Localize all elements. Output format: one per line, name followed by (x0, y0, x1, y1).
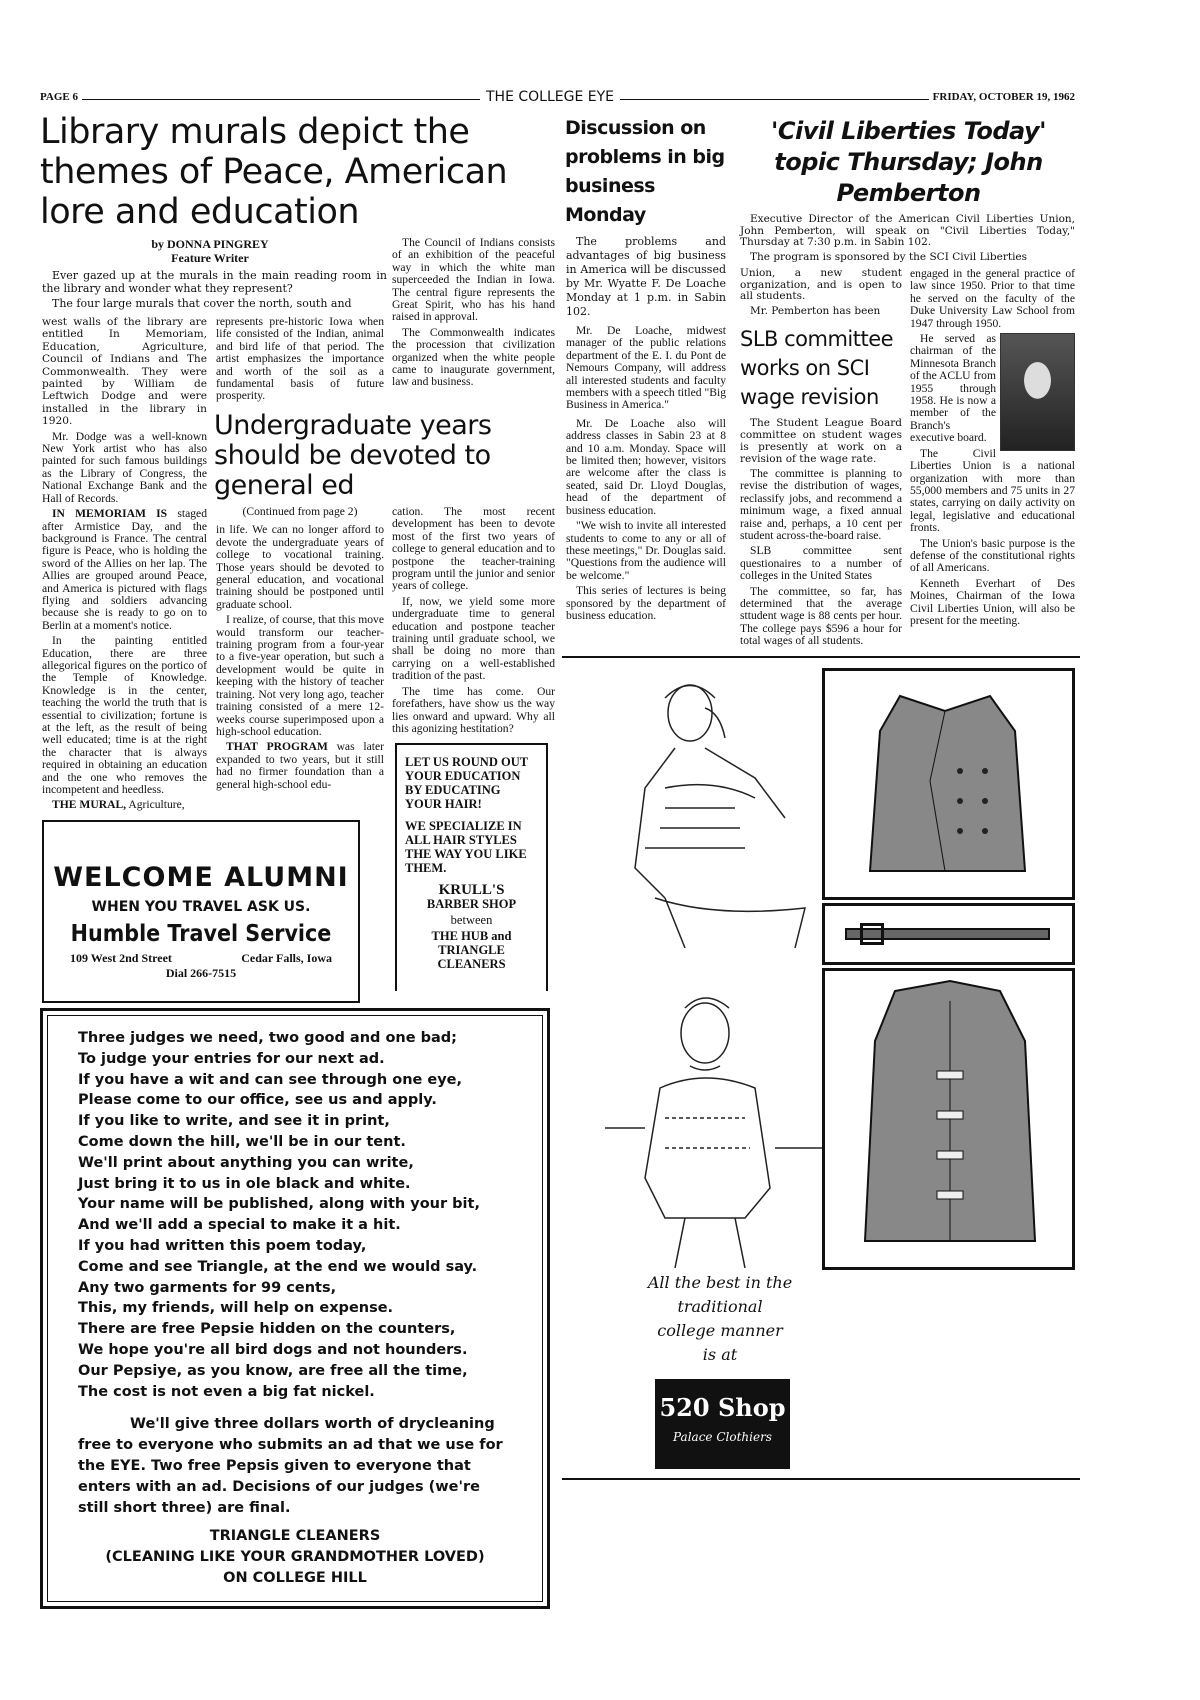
paragraph: The Student League Board committee on student wages is presently at work on a revision of the wage rate. (740, 417, 902, 465)
paragraph: Mr. De Loache also will address classes in Sabin 23 at 8 and 10 a.m. Monday. Space will be limited then; however, visitors are welcome after the class is seated, said Dr. Lloyd Douglas, head of the department of business education. (566, 416, 726, 517)
civil-liberties-headline: 'Civil Liberties Today' topic Thursday; John Pemberton (771, 117, 1046, 207)
poem-line: Your name will be published, along with your bit, (78, 1196, 480, 1213)
poem-line: Three judges we need, two good and one bad; (78, 1030, 457, 1046)
ad-text: WE SPECIALIZE IN ALL HAIR STYLES THE WAY YOU LIKE THEM. (405, 819, 527, 875)
address: 109 West 2nd Street (70, 951, 172, 965)
civil-col-b (910, 268, 1075, 630)
murals-headline: Library murals depict the themes of Peace, American lore and education (40, 112, 508, 232)
paragraph: In the painting entitled Education, there are three allegorical figures on the portico of the Temple of Knowledge. Knowledge is in the center, teaching the world the truth that is essential to civilization; fortune is at the left, as the result of being well educated; time is at the right the character that is always required in obtaining an education and the one who removes the incompetent and heedless. (42, 634, 207, 797)
paragraph: The Union's basic purpose is the defense of the constitutional rights of all Americans. (910, 536, 1075, 575)
shop-location: THE HUB and TRIANGLE CLEANERS (431, 929, 512, 971)
logo-subtext: Palace Clothiers (673, 1430, 772, 1444)
undergrad-col-2 (216, 506, 384, 794)
continued-note: (Continued from page 2) (242, 505, 358, 518)
city: Cedar Falls, Iowa (241, 951, 332, 965)
undergrad-col-3 (392, 506, 555, 738)
slb-headline: SLB committee works on SCI wage revision (740, 327, 894, 409)
murals-col-1 (42, 316, 207, 815)
paragraph (42, 799, 207, 811)
man-in-shirt-illustration (605, 668, 825, 958)
paragraph: Kenneth Everhart of Des Moines, Chairman of the Iowa Civil Liberties Union, will also be present for the meeting. (910, 576, 1075, 627)
paragraph: represents pre-historic Iowa when life consisted of the Indian, animal and bird life of that period. The artist emphasizes the importance and worth of the soil as a fundamental basis of future prosperity. (216, 315, 384, 403)
paragraph: The Civil Liberties Union is a national organization with more than 55,000 members and 75 units in 27 states, carrying on daily activity on legal, legislative and educational fronts. (910, 446, 1075, 535)
poem-line: Please come to our office, see us and apply. (78, 1092, 437, 1109)
paragraph-text: was later expanded to two years, but it still had no firmer foundation than a general high-school edu- (216, 740, 384, 791)
paper-name: THE COLLEGE EYE (480, 89, 620, 105)
lead-in: IN MEMORIAM IS (52, 507, 168, 521)
poem-line: We hope you're all bird dogs and not hounders. (78, 1341, 468, 1358)
page-number: PAGE 6 (40, 91, 82, 103)
paragraph: "We wish to invite all interested students to come to any or all of these meetings," Dr. Douglas said. "Questions from the audience will be welcome." (566, 519, 726, 582)
paragraph (216, 741, 384, 791)
phone: Dial 266-7515 (165, 966, 237, 980)
paragraph: The problems and advantages of big business in America will be discussed by Mr. Wyatte F. De Loache Monday at 1 p.m. in Sabin 102. (566, 235, 726, 318)
poem-line: If you have a wit and can see through one eye, (78, 1071, 463, 1088)
poem-line: The cost is not even a big fat nickel. (78, 1383, 375, 1400)
paragraph: He served as chairman of the Minnesota Branch of the ACLU from 1955 through 1958. He is now a member of the Branch's executive board. (910, 332, 996, 445)
byline-role: Feature Writer (171, 251, 249, 265)
poem-line: Our Pepsiye, as you know, are free all the time, (78, 1362, 468, 1379)
section-divider (562, 656, 1080, 658)
poem-line: If you had written this poem today, (78, 1237, 367, 1254)
paragraph: The Council of Indians consists of an exhibition of the peaceful way in which the white man superceeded the Indian in Iowa. The central figure represents the Great Spirit, who has his hand raised in approval. (392, 236, 555, 324)
paragraph: Mr. Pemberton has been (750, 304, 881, 317)
lead-in: THE MURAL, (52, 798, 127, 812)
shop-type: BARBER SHOP (426, 897, 517, 911)
520-shop-logo (655, 1379, 790, 1469)
signature-line: TRIANGLE CLEANERS (209, 1528, 381, 1545)
discussion-headline: Discussion on problems in big business Monday (565, 117, 725, 226)
murals-col-2 (216, 316, 384, 406)
paragraph: Mr. De Loache, midwest manager of the public relations department of the E. I. du Pont de Nemours Company, will address all interested students and faculty members with a speech titled "Big Business in America." (566, 324, 726, 412)
paragraph: engaged in the general practice of law since 1950. Prior to that time he served on the faculty of the Duke University Law School from 1947 through 1950. (910, 267, 1075, 330)
issue-date: FRIDAY, OCTOBER 19, 1962 (929, 91, 1075, 103)
triangle-cleaners-ad (40, 1008, 550, 1609)
tagline: traditional (677, 1297, 763, 1316)
undergrad-headline: Undergraduate years should be devoted to general ed (214, 410, 492, 501)
offer-text: We'll give three dollars worth of drycleaning free to everyone who submits an ad that we use for the EYE. Two free Pepsis given to everyone that enters with an ad. Decisions of our judges (we're still short three) are final. (78, 1416, 503, 1516)
paragraph: I realize, of course, that this move would transform our teacher-training program from a four-year to a five-year operation, but such a development would be quite in keeping with the history of teacher training. Not very long ago, teacher training consisted of a mere 12-weeks course superimposed upon a high-school education. (216, 613, 384, 738)
paragraph: cation. The most recent development has been to devote most of the first two years of college to general education and to postpone the teacher-training program until the junior and senior years of college. (392, 505, 555, 593)
poem-line: And we'll add a special to make it a hit. (78, 1217, 401, 1234)
poem-line: If you like to write, and see it in print, (78, 1113, 390, 1130)
tagline: is at (702, 1345, 738, 1364)
logo-text: 520 Shop (659, 1393, 786, 1422)
paragraph: This series of lectures is being sponsored by the department of business education. (566, 584, 726, 622)
paragraph: The time has come. Our forefathers, have show us the way lies onward and upward. Why all this agonizing hestitation? (392, 684, 555, 735)
poem (78, 1028, 512, 1402)
duffle-coat-illustration (822, 968, 1075, 1270)
poem-line: This, my friends, will help on expense. (78, 1300, 394, 1317)
poem-line: Come down the hill, we'll be in our tent. (78, 1133, 406, 1150)
paragraph: west walls of the library are entitled In Memoriam, Education, Agriculture, Council of Indians and The Commonwealth. They were painted by William de Leftwich Dodge and were installed in the library in 1920. (42, 316, 207, 428)
paragraph: Union, a new student organization, and is open to all students. (740, 267, 902, 302)
ad-text: between (450, 913, 493, 927)
shop-name: KRULL'S (438, 882, 505, 898)
poem-line: Any two garments for 99 cents, (78, 1279, 337, 1296)
paragraph: If, now, we yield some more undergraduate time to general education and postpone teacher training until graduate school, we shall be doing no more than carrying on a well-established tradition of the past. (392, 594, 555, 683)
520-shop-ad (565, 663, 1077, 1473)
krulls-barber-ad (395, 743, 548, 991)
discussion-body (566, 235, 726, 625)
paragraph-text: Agriculture, (128, 798, 185, 812)
ad-text: LET US ROUND OUT YOUR EDUCATION BY EDUCATING YOUR HAIR! (405, 755, 528, 811)
tagline: college manner (657, 1321, 783, 1340)
poem-line: We'll print about anything you can write, (78, 1154, 414, 1171)
belt-illustration (822, 903, 1075, 965)
paragraph: The Commonwealth indicates the procession that civilization organized when the white people came to inaugurate government, law and business. (392, 325, 555, 389)
pemberton-photo (1000, 333, 1075, 451)
page-header (40, 91, 1075, 107)
paragraph: The program is sponsored by the SCI Civil Liberties (750, 250, 1028, 263)
paragraph (42, 508, 207, 632)
business-name: Humble Travel Service (70, 921, 332, 947)
paragraph: Mr. Dodge was a well-known New York artist who has also painted for such famous buildings as the Library of Congress, the National Exchange Bank and the Hall of Records. (42, 429, 207, 505)
lead-in: THAT PROGRAM (226, 740, 328, 754)
poem-line: To judge your entries for our next ad. (78, 1050, 385, 1067)
paragraph-text: staged after Armistice Day, and the background is France. The central figure is Peace, who is holding the sword of the Allies on her lap. The Allies are grouped around Peace, and America is pictured with flags flying and soldiers advancing because she is ready to go on to Berlin at a moment's notice. (42, 507, 207, 632)
tagline: All the best in the (647, 1273, 793, 1292)
section-divider (562, 1478, 1080, 1480)
paragraph: The committee is planning to revise the distribution of wages, reclassify jobs, and recommend a minimum wage, a fixed annual raise and, perhaps, a 10 cent per student across-the-board raise. (740, 467, 902, 543)
paragraph: The committee, so far, has determined that the average sttudent wage is 88 cents per hour. The college pays $596 a hour for total wages of all students. (740, 584, 902, 648)
ad-title: WELCOME ALUMNI (53, 862, 349, 893)
ad-subtitle: WHEN YOU TRAVEL ASK US. (91, 899, 311, 915)
byline: by DONNA PINGREY (151, 237, 269, 251)
poem-line: Just bring it to us in ole black and white. (78, 1175, 411, 1192)
paragraph: Executive Director of the American Civil Liberties Union, John Pemberton, will speak on "Civil Liberties Today," Thursday at 7:30 p.m. in Sabin 102. (740, 213, 1075, 248)
slb-body (740, 417, 902, 651)
murals-col-3 (392, 237, 555, 392)
murals-intro-2: The four large murals that cover the north, south and (52, 297, 352, 310)
man-in-sweater-illustration (605, 978, 835, 1268)
humble-travel-ad (42, 820, 360, 1003)
poem-line: There are free Pepsie hidden on the counters, (78, 1321, 456, 1338)
signature-line: (CLEANING LIKE YOUR GRANDMOTHER LOVED) (105, 1549, 485, 1566)
paragraph: in life. We can no longer afford to devote the undergraduate years of college to vocational training. Those years should be devoted to general education, and vocational training should be postponed until graduate school. (216, 523, 384, 611)
pea-coat-illustration (822, 668, 1075, 900)
murals-intro: Ever gazed up at the murals in the main reading room in the library and wonder what they represent? (42, 269, 387, 295)
poem-line: Come and see Triangle, at the end we would say. (78, 1258, 478, 1275)
paragraph: SLB committee sent questionaires to a number of colleges in the United States (740, 544, 902, 583)
signature-line: ON COLLEGE HILL (223, 1569, 367, 1586)
